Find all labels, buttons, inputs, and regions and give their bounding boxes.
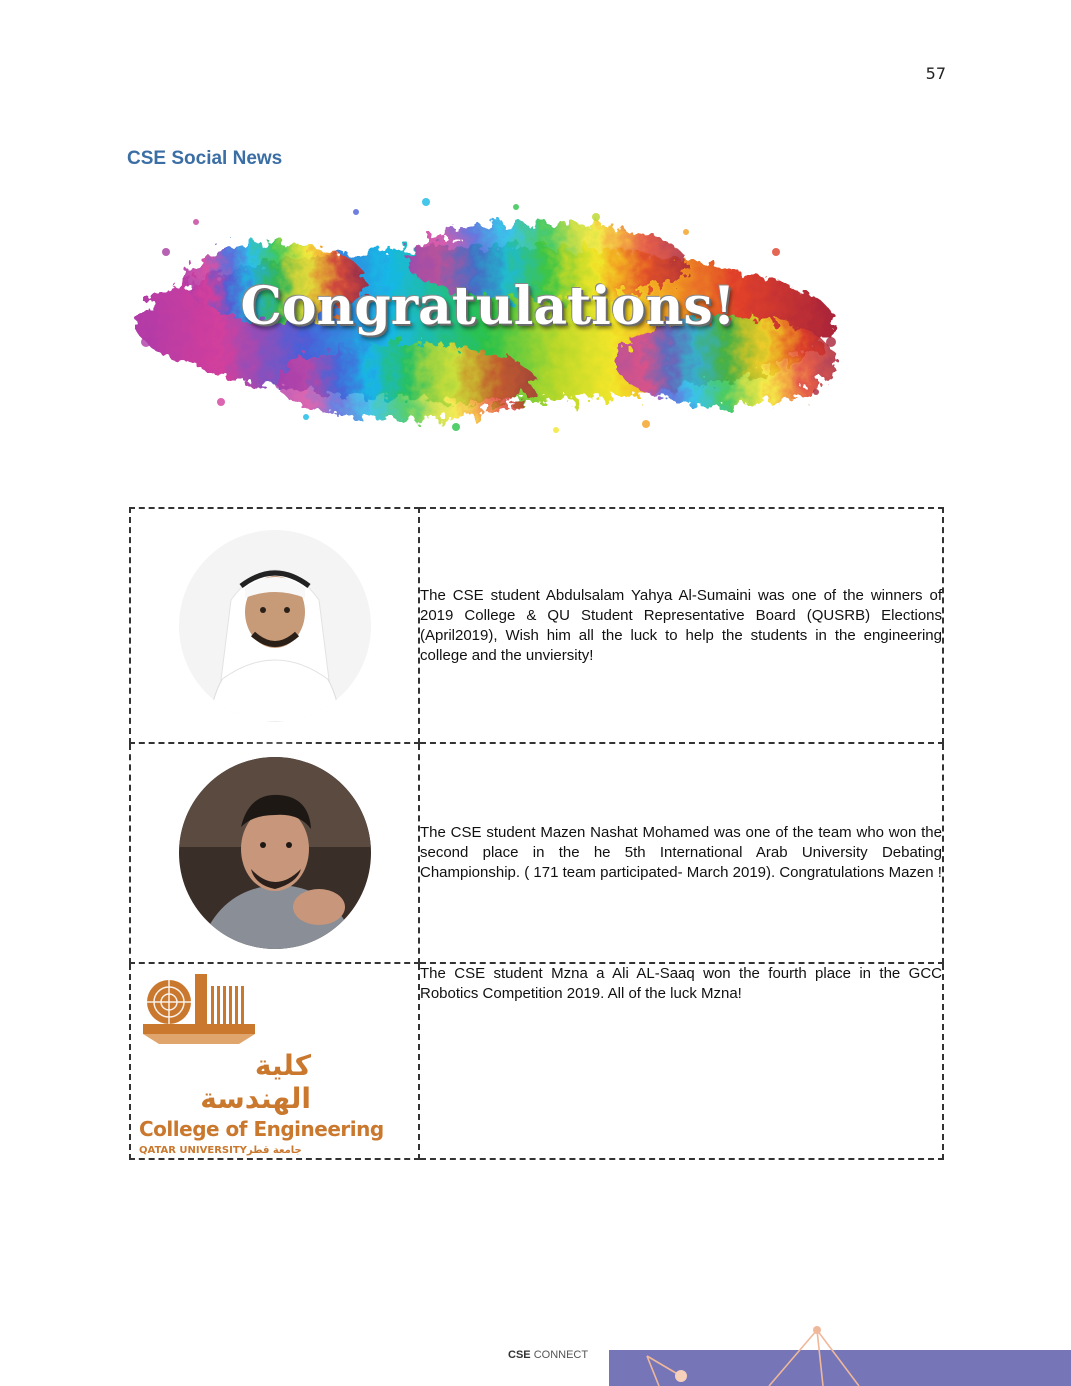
- college-of-engineering-logo: [131, 966, 418, 1156]
- footer-brand-light: CONNECT: [533, 1349, 589, 1361]
- logo-university-ar: جامعة قطر: [246, 1145, 302, 1156]
- logo-arabic-text: كلية الهندسة: [200, 1049, 311, 1115]
- footer-brand-bold: CSE: [508, 1349, 531, 1361]
- news-text: The CSE student Mazen Nashat Mohamed was one of the team who won the second place in the he 5th International Arab University Debating Championship. ( 171 team participated- March 2019). Congratulations Mazen !: [419, 743, 943, 963]
- news-text: The CSE student Abdulsalam Yahya Al-Sumaini was one of the winners of 2019 College & QU Student Representative Board (QUSRB) Elections (April2019), Wish him all the luck to help the students in the engineering college and the unviersity!: [419, 508, 943, 743]
- logo-university-text: [139, 1145, 418, 1156]
- page-number: 57: [925, 64, 946, 83]
- student-photo-abdulsalam: [179, 530, 371, 722]
- news-row: [130, 743, 943, 963]
- news-text: The CSE student Mzna a Ali AL-Saaq won the fourth place in the GCC Robotics Competition 2019. All of the luck Mzna!: [419, 963, 943, 1159]
- news-table: [129, 507, 944, 1160]
- logo-university-en: QATAR UNIVERSITY: [139, 1145, 247, 1156]
- logo-college-text: College of Engineering: [139, 1117, 384, 1141]
- congratulations-banner: [126, 192, 850, 440]
- footer-brand: [508, 1349, 588, 1361]
- section-title: CSE Social News: [127, 148, 283, 169]
- building-emblem-icon: [139, 972, 259, 1044]
- student-photo-mazen: [179, 757, 371, 949]
- news-image-cell: [130, 963, 419, 1159]
- news-row: [130, 508, 943, 743]
- news-row: [130, 963, 943, 1159]
- banner-text: Congratulations!: [240, 276, 736, 337]
- news-image-cell: [130, 743, 419, 963]
- network-lines-decoration: [609, 1320, 1071, 1386]
- news-image-cell: [130, 508, 419, 743]
